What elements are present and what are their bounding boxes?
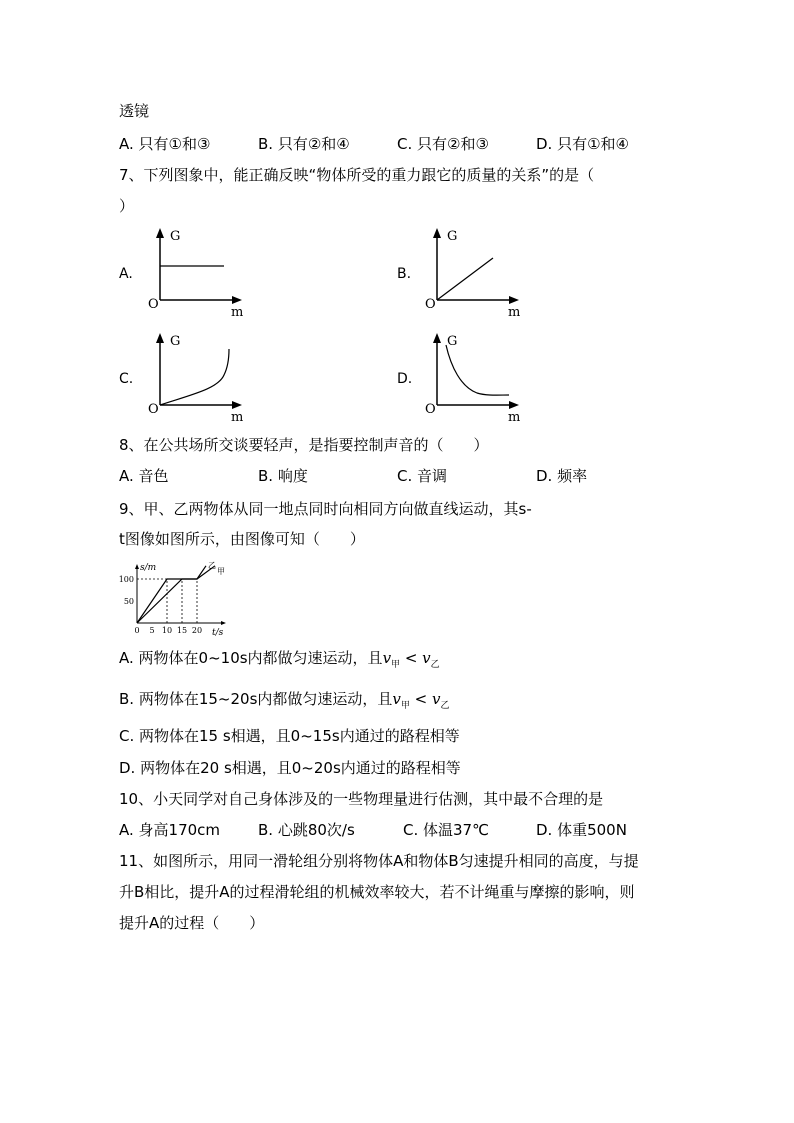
q7-graph-d-ylabel: G — [447, 334, 458, 349]
q9-stem-line2: t图像如图所示，由图像可知（ ） — [119, 530, 365, 548]
q7-graph-d-origin: O — [425, 402, 436, 417]
q7-graph-c-origin: O — [148, 402, 159, 417]
q7-graph-d-label: D. — [397, 371, 413, 387]
q9-chart-xtick-20: 20 — [191, 626, 203, 635]
q7-graph-a-label: A. — [119, 266, 133, 282]
q9-chart-ytick-100: 100 — [118, 575, 134, 584]
q10-option-d: D. 体重500N — [536, 821, 627, 839]
q8-option-a: A. 音色 — [119, 467, 169, 485]
q9-chart-series-label-jia: 甲 — [217, 566, 225, 576]
q9-chart-xtick-5: 5 — [149, 626, 155, 635]
q9-chart-xtick-0: 0 — [134, 626, 140, 635]
q11-line1: 11、如图所示，用同一滑轮组分别将物体A和物体B匀速提升相同的高度，与提 — [119, 852, 639, 870]
q7-graph-d — [417, 331, 527, 427]
q7-graph-a — [140, 226, 250, 322]
q8-option-b: B. 响度 — [258, 467, 308, 485]
q9-chart-series-yi — [137, 566, 206, 623]
q9-chart-xtick-15: 15 — [176, 626, 188, 635]
q8-stem: 8、在公共场所交谈要轻声，是指要控制声音的（ ） — [119, 436, 489, 454]
q7-stem-end: ） — [119, 197, 135, 215]
q9-chart-y-arrow — [135, 564, 139, 569]
q8-option-c: C. 音调 — [397, 467, 448, 485]
q9-stem-line1: 9、甲、乙两物体从同一地点同时向相同方向做直线运动，其s- — [119, 500, 532, 518]
q9-chart-xtick-10: 10 — [161, 626, 173, 635]
q7-graph-d-curve — [446, 345, 509, 395]
q7-graph-c-xlabel: m — [231, 410, 244, 425]
q6-option-b: B. 只有②和④ — [258, 135, 350, 153]
q7-graph-c-label: C. — [119, 371, 134, 387]
q7-graph-b-origin: O — [425, 297, 436, 312]
q7-graph-b-xlabel: m — [508, 305, 521, 320]
q6-option-a: A. 只有①和③ — [119, 135, 211, 153]
q7-graph-b-label: B. — [397, 266, 412, 282]
q7-graph-a-ylabel: G — [170, 229, 181, 244]
q9-st-chart — [118, 560, 230, 642]
q8-option-d: D. 频率 — [536, 467, 588, 485]
q7-graph-c-curve — [160, 349, 229, 405]
q7-graph-a-xlabel: m — [231, 305, 244, 320]
q9-chart-x-arrow — [221, 621, 226, 625]
q9-chart-series-label-yi: 乙 — [208, 560, 216, 570]
q7-graph-b-curve — [437, 258, 493, 300]
q7-stem: 7、下列图象中，能正确反映“物体所受的重力跟它的质量的关系”的是（ — [119, 166, 595, 184]
q9-chart-xlabel: t/s — [212, 628, 224, 638]
q6-stem-tail: 透镜 — [119, 102, 150, 120]
q9-option-d: D. 两物体在20 s相遇，且0~20s内通过的路程相等 — [119, 759, 461, 777]
q7-graph-b — [417, 226, 527, 322]
q11-line3: 提升A的过程（ ） — [119, 914, 265, 932]
q6-option-d: D. 只有①和④ — [536, 135, 629, 153]
q9-chart-series-jia — [137, 566, 215, 623]
q6-option-c: C. 只有②和③ — [397, 135, 489, 153]
q10-option-a: A. 身高170cm — [119, 821, 221, 839]
q7-graph-b-ylabel: G — [447, 229, 458, 244]
q9-chart-ytick-50: 50 — [123, 597, 134, 606]
q9-option-b: B. 两物体在15~20s内都做匀速运动，且$v_甲 < v_乙$ — [119, 690, 450, 711]
q11-line2: 升B相比，提升A的过程滑轮组的机械效率较大，若不计绳重与摩擦的影响，则 — [119, 883, 635, 901]
q10-stem: 10、小天同学对自己身体涉及的一些物理量进行估测，其中最不合理的是 — [119, 790, 604, 808]
q9-option-a: A. 两物体在0~10s内都做匀速运动，且$v_甲 < v_乙$ — [119, 649, 440, 670]
q7-graph-c — [140, 331, 250, 427]
q7-graph-a-origin: O — [148, 297, 159, 312]
q7-graph-d-xlabel: m — [508, 410, 521, 425]
q9-chart-ylabel: s/m — [140, 563, 157, 573]
q9-option-c: C. 两物体在15 s相遇，且0~15s内通过的路程相等 — [119, 727, 460, 745]
q7-graph-c-ylabel: G — [170, 334, 181, 349]
q10-option-c: C. 体温37℃ — [403, 821, 489, 839]
q10-option-b: B. 心跳80次/s — [258, 821, 355, 839]
